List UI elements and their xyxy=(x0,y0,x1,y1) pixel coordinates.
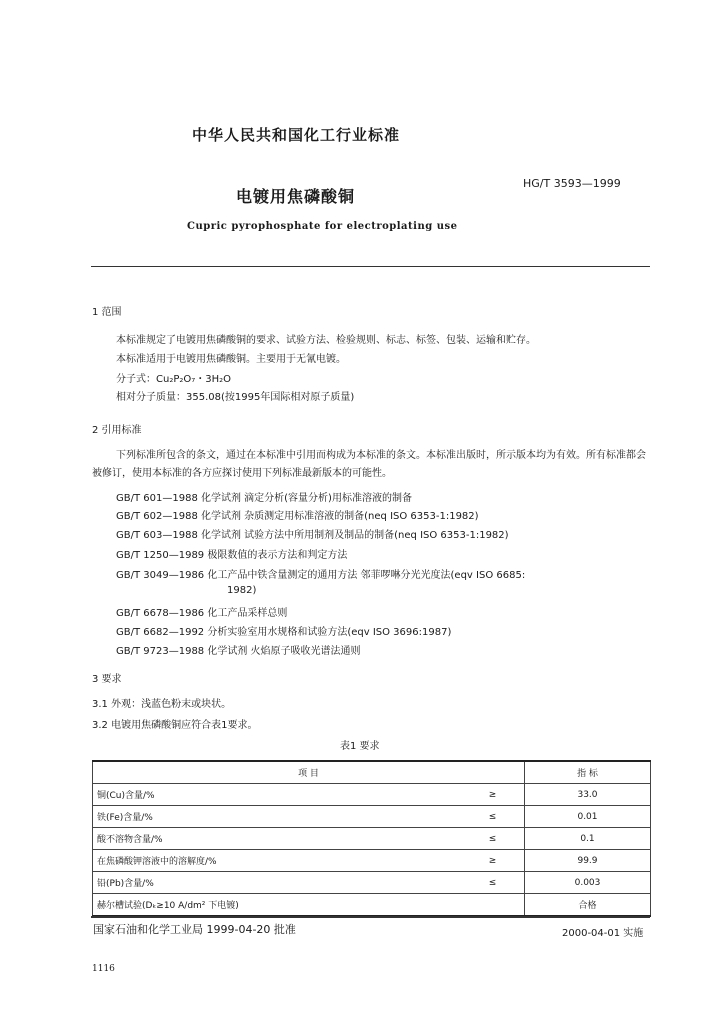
section-1-heading: 1 范围 xyxy=(92,307,122,318)
table-cell-value: 33.0 xyxy=(525,784,651,806)
section-1-formula: 分子式：Cu₂P₂O₇・3H₂O xyxy=(116,374,232,385)
header-rule xyxy=(91,266,650,267)
table-row xyxy=(93,806,651,828)
reference-item: GB/T 3049—1986 化工产品中铁含量测定的通用方法 邻菲啰啉分光光度法(eqv ISO 6685: xyxy=(116,570,526,581)
table-cell-item: 铅(Pb)含量/% xyxy=(93,872,462,894)
table-cell-item: 在焦磷酸钾溶液中的溶解度/% xyxy=(93,850,462,872)
table-cell-value: 0.003 xyxy=(525,872,651,894)
table-cell-value: 合格 xyxy=(525,894,651,917)
table-header-item: 项 目 xyxy=(93,761,525,784)
page-number: 1116 xyxy=(92,964,115,974)
reference-item: GB/T 9723—1988 化学试剂 火焰原子吸收光谱法通则 xyxy=(116,646,361,657)
table-cell-value: 0.01 xyxy=(525,806,651,828)
section-2-heading: 2 引用标准 xyxy=(92,425,142,436)
reference-item: GB/T 602—1988 化学试剂 杂质测定用标准溶液的制备(neq ISO 6353-1:1982) xyxy=(116,511,479,522)
reference-item: GB/T 1250—1989 极限数值的表示方法和判定方法 xyxy=(116,550,348,561)
table-cell-value: 0.1 xyxy=(525,828,651,850)
table-cell-value: 99.9 xyxy=(525,850,651,872)
english-title: Cupric pyrophosphate for electroplating use xyxy=(187,221,458,232)
section-1-para-1: 本标准规定了电镀用焦磷酸铜的要求、试验方法、检验规则、标志、标签、包装、运输和贮存。 xyxy=(116,335,536,346)
reference-item: GB/T 601—1988 化学试剂 滴定分析(容量分析)用标准溶液的制备 xyxy=(116,493,412,504)
table-row xyxy=(93,850,651,872)
table-cell-operator: ≤ xyxy=(461,872,525,894)
table-header-row xyxy=(93,761,651,784)
table-cell-item: 铁(Fe)含量/% xyxy=(93,806,462,828)
table-row xyxy=(93,784,651,806)
section-2-intro: 下列标准所包含的条文，通过在本标准中引用而构成为本标准的条文。本标准出版时，所示版本均为有效。所有标准都会被修订，使用本标准的各方应探讨使用下列标准最新版本的可能性。 xyxy=(92,450,646,479)
table-cell-operator: ≥ xyxy=(461,784,525,806)
section-3-1: 3.1 外观：浅蓝色粉末或块状。 xyxy=(92,699,232,710)
table-cell-operator xyxy=(461,894,525,917)
table-header-value: 指 标 xyxy=(525,761,651,784)
standard-number: HG/T 3593—1999 xyxy=(523,177,621,190)
table-row xyxy=(93,828,651,850)
table-cell-item: 酸不溶物含量/% xyxy=(93,828,462,850)
effective-date: 2000-04-01 实施 xyxy=(562,928,644,939)
requirements-table xyxy=(92,760,651,917)
section-3-2: 3.2 电镀用焦磷酸铜应符合表1要求。 xyxy=(92,720,258,731)
table-cell-item: 铜(Cu)含量/% xyxy=(93,784,462,806)
table-row xyxy=(93,872,651,894)
reference-item-continued: 1982) xyxy=(227,585,257,596)
table-cell-operator: ≤ xyxy=(461,828,525,850)
issuer-approval: 国家石油和化学工业局 1999-04-20 批准 xyxy=(93,923,296,936)
standard-type-heading: 中华人民共和国化工行业标准 xyxy=(192,126,401,144)
table-cell-operator: ≥ xyxy=(461,850,525,872)
reference-item: GB/T 603—1988 化学试剂 试验方法中所用制剂及制品的制备(neq ISO 6353-1:1982) xyxy=(116,530,509,541)
reference-item: GB/T 6682—1992 分析实验室用水规格和试验方法(eqv ISO 3696:1987) xyxy=(116,627,452,638)
reference-item: GB/T 6678—1986 化工产品采样总则 xyxy=(116,608,288,619)
footer-rule xyxy=(91,916,650,918)
table-cell-operator: ≤ xyxy=(461,806,525,828)
section-3-heading: 3 要求 xyxy=(92,674,122,685)
table-row xyxy=(93,894,651,917)
section-1-para-2: 本标准适用于电镀用焦磷酸铜。主要用于无氰电镀。 xyxy=(116,354,346,365)
document-title: 电镀用焦磷酸铜 xyxy=(236,187,356,206)
table-cell-item: 赫尔槽试验(Dₖ≥10 A/dm² 下电镀) xyxy=(93,894,462,917)
table-caption: 表1 要求 xyxy=(340,741,380,752)
section-1-molar-mass: 相对分子质量：355.08(按1995年国际相对原子质量) xyxy=(116,392,355,403)
